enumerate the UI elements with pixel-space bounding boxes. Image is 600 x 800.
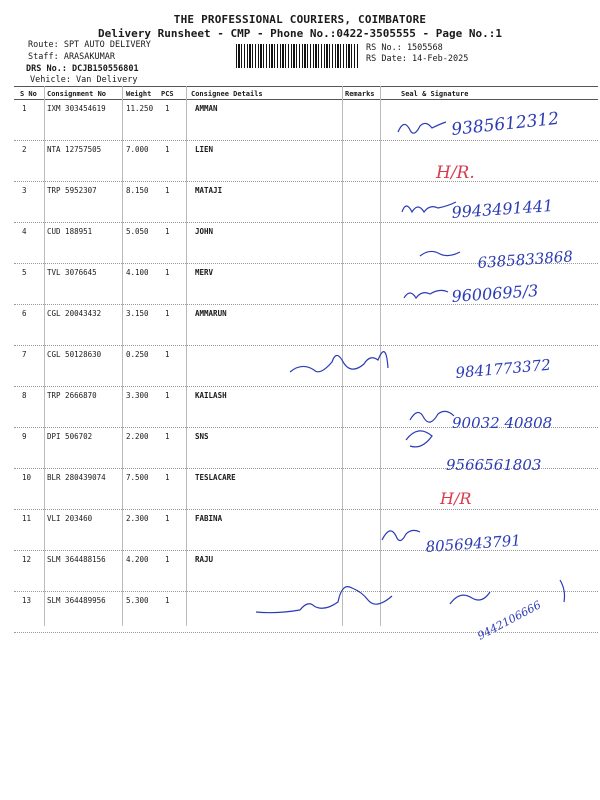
handwritten-phone-13: 9442106666 [475, 598, 544, 643]
row-5-consignee: MERV [195, 268, 214, 277]
row-12-consignee: RAJU [195, 555, 214, 564]
row-9-consignment: DPI 506702 [47, 432, 93, 441]
handwritten-remark-hr-2: H/R [440, 489, 472, 508]
row-2-sno: 2 [22, 145, 27, 154]
row-2-consignment: NTA 12757505 [47, 145, 102, 154]
col-weight: Weight [126, 90, 152, 98]
row-7-consignment: CGL 50128630 [47, 350, 102, 359]
signature-scrawl [410, 411, 454, 422]
row-9-sno: 9 [22, 432, 27, 441]
row-11-sno: 11 [22, 514, 32, 523]
signature-scrawl [256, 587, 392, 613]
row-11-consignee: FABINA [195, 514, 223, 523]
row-8-consignee: KAILASH [195, 391, 227, 400]
signature-scrawl [560, 580, 565, 602]
row-1-weight: 11.250 [126, 104, 154, 113]
row-4-consignment: CUD 188951 [47, 227, 93, 236]
row-2-weight: 7.000 [126, 145, 149, 154]
row-11-consignment: VLI 203460 [47, 514, 93, 523]
signature-scrawl [402, 202, 456, 212]
row-4-consignee: JOHN [195, 227, 214, 236]
row-13-sno: 13 [22, 596, 32, 605]
row-1-pcs: 1 [165, 104, 170, 113]
signature-scrawl [398, 122, 446, 133]
signature-scrawl [290, 352, 388, 372]
company-title: THE PROFESSIONAL COURIERS, COIMBATORE [173, 13, 427, 26]
route-label: Route: SPT AUTO DELIVERY [28, 40, 151, 50]
row-4-weight: 5.050 [126, 227, 149, 236]
row-9-consignee: SNS [195, 432, 209, 441]
col-pcs: PCS [161, 90, 174, 98]
row-4-pcs: 1 [165, 227, 170, 236]
row-10-consignee: TESLACARE [195, 473, 236, 482]
col-consignment: Consignment No [47, 90, 107, 98]
row-6-weight: 3.150 [126, 309, 149, 318]
rs-date: RS Date: 14-Feb-2025 [366, 54, 469, 64]
handwritten-phone-9: 90032 40808 [452, 414, 553, 432]
row-1-consignee: AMMAN [195, 104, 218, 113]
row-6-pcs: 1 [165, 309, 170, 318]
handwritten-phone-5: 6385833868 [477, 247, 574, 272]
row-12-weight: 4.200 [126, 555, 149, 564]
runsheet-subtitle: Delivery Runsheet - CMP - Phone No.:0422-3505555 - Page No.:1 [98, 27, 502, 40]
row-12-pcs: 1 [165, 555, 170, 564]
row-11-weight: 2.300 [126, 514, 149, 523]
row-13-consignment: SLM 364489956 [47, 596, 106, 605]
row-2-consignee: LIEN [195, 145, 214, 154]
row-1-consignment: IXM 303454619 [47, 104, 106, 113]
row-4-sno: 4 [22, 227, 27, 236]
row-5-consignment: TVL 3076645 [47, 268, 97, 277]
handwritten-phone-12: 8056943791 [425, 531, 522, 556]
row-12-sno: 12 [22, 555, 32, 564]
col-remarks: Remarks [345, 90, 375, 98]
handwritten-phone-10: 9566561803 [446, 456, 542, 474]
row-3-sno: 3 [22, 186, 27, 195]
col-seal-signature: Seal & Signature [401, 90, 469, 98]
row-8-sno: 8 [22, 391, 27, 400]
signature-scrawl [382, 530, 420, 540]
handwritten-phone-4: 9943491441 [450, 195, 554, 222]
row-10-weight: 7.500 [126, 473, 149, 482]
row-10-sno: 10 [22, 473, 32, 482]
row-6-consignment: CGL 20043432 [47, 309, 102, 318]
row-10-pcs: 1 [165, 473, 170, 482]
row-9-weight: 2.200 [126, 432, 149, 441]
col-sno: S No [20, 90, 37, 98]
signature-scrawl [404, 290, 448, 298]
row-8-weight: 3.300 [126, 391, 149, 400]
signature-scrawl [420, 251, 460, 256]
row-5-weight: 4.100 [126, 268, 149, 277]
vehicle-label: Vehicle: Van Delivery [30, 75, 138, 85]
row-7-pcs: 1 [165, 350, 170, 359]
handwritten-remark-hr: H/R. [436, 163, 475, 183]
row-2-pcs: 1 [165, 145, 170, 154]
row-13-weight: 5.300 [126, 596, 149, 605]
handwritten-phone-1: 9385612312 [450, 108, 561, 140]
handwritten-phone-6: 9600695/3 [450, 280, 539, 306]
row-8-consignment: TRP 2666870 [47, 391, 97, 400]
drs-number: DRS No.: DCJB150556801 [26, 64, 139, 74]
row-12-consignment: SLM 364488156 [47, 555, 106, 564]
row-13-pcs: 1 [165, 596, 170, 605]
row-3-pcs: 1 [165, 186, 170, 195]
row-3-consignee: MATAJI [195, 186, 223, 195]
row-8-pcs: 1 [165, 391, 170, 400]
row-3-consignment: TRP 5952307 [47, 186, 97, 195]
row-5-sno: 5 [22, 268, 27, 277]
staff-label: Staff: ARASAKUMAR [28, 52, 115, 62]
row-11-pcs: 1 [165, 514, 170, 523]
rs-number: RS No.: 1505568 [366, 43, 443, 53]
row-10-consignment: BLR 280439074 [47, 473, 106, 482]
col-consignee: Consignee Details [191, 90, 263, 98]
row-6-sno: 6 [22, 309, 27, 318]
signature-scrawl [406, 431, 432, 447]
row-7-weight: 0.250 [126, 350, 149, 359]
row-1-sno: 1 [22, 104, 27, 113]
row-9-pcs: 1 [165, 432, 170, 441]
row-3-weight: 8.150 [126, 186, 149, 195]
row-7-sno: 7 [22, 350, 27, 359]
signature-scrawl [450, 592, 490, 604]
row-5-pcs: 1 [165, 268, 170, 277]
handwritten-phone-7: 9841773372 [454, 355, 552, 382]
row-6-consignee: AMMARUN [195, 309, 227, 318]
